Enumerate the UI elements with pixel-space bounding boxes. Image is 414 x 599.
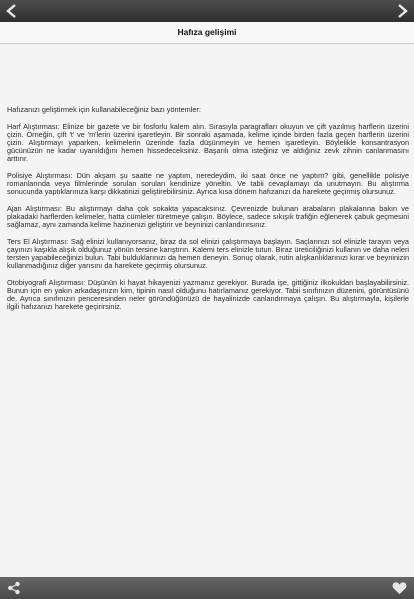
heart-icon[interactable] — [392, 581, 407, 595]
chevron-left-icon[interactable] — [4, 3, 20, 19]
page-title: Hafıza gelişimi — [0, 22, 414, 44]
top-navigation-bar — [0, 0, 414, 22]
article-paragraph: Hafızanızı geliştirmek için kullanabileceğiniz bazı yöntemler: — [7, 105, 201, 114]
share-icon[interactable] — [7, 581, 21, 595]
bottom-toolbar — [0, 577, 414, 599]
chevron-right-icon[interactable] — [394, 3, 410, 19]
article-paragraph: Ajan Alıştırması: Bu alıştırmayı daha çok sokakta yapacaksınız. Çevrenizde bulunan arabaların plakalarına bakın ve plakadaki harflerden kelimeler, hatta cümleler türetmeye çalışın. Böylece, sadece sıkışık trafiğin eğlenerek çabuk geçmesini sağlamaz, aynı zamanda kelime hazinenizi geliştirir ve beyninizi canlandırırsınız. — [7, 203, 409, 230]
article-body — [7, 106, 409, 320]
article-paragraph: Otobiyografi Alıştırması: Düşünün ki hayat hikayenizi yazmanız gerekiyor. Burada işe, gittiğiniz ilkokuldan başlayabilirsiniz. Bunun için en yakın arkadaşınızın kim, tipinin nasıl olduğunu hatırlamanız gerekiyor. Tabii sınıfınızın düzenini, görüntüsünü de. Ayrıca sınıfınızın penceresinden neler göründüğünüzü de hayalinizde canlandırmaya çalışın. Bu alıştırmayla, kişilerle ilgili hafızanızı harekete geçirirsiniz. — [7, 277, 409, 312]
article-paragraph: Polisiye Alıştırması: Dün akşam şu saatte ne yaptım, neredeydim, iki saat önce ne yaptım? gibi, genellikle polisiye romanlarında veya filmlerinde sorulan soruları kendinize yöneltin. Ve tabii cevaplamayı da unutmayın. Bu alıştırma sonucunda yaptıklarınıza karşı dikkatinizi geliştirebilirsiniz. Ayrıca kısa dönem hafızanızı da harekete geçirmiş olursunuz. — [7, 170, 409, 197]
article-paragraph: Ters El Alıştırması: Sağ elinizi kullanıyorsanız, biraz da sol elinizi çalıştırmaya başlayın. Saçlarınızı sol elinizle tarayın veya çayınızı kaşıkla alışık olduğunuz yönün tersine karıştırın. Kalemi ters elinizle tutun. Biraz üreticiliğinizi kullanın ve daha neleri tersten yapabileceğinizi bulun. Tabi bulduklarınızı da hemen deneyin. Sonuç olarak, rutin alışkanlıklarınızı kırar ve beyninizin kullanmadığınız diğer yarısını da harekete geçirmiş olursunuz. — [7, 236, 409, 271]
article-paragraph: Harf Alıştırması: Elinize bir gazete ve bir fosforlu kalem alın. Sırasıyla paragrafları okuyun ve çift yazılmış harflerin üzerini çizin. Örneğin, çift 't' ve 'm'lerin üzerini işaretleyin. Bir sonraki aşamada, kelime içinde birden fazla geçen harflerin üzerini çizin. Alıştırmayı yaparken, kelimelerin üzerinde fazla düşünmeyin ve hemen işaretleyin. Böylelikle konsantrasyon gücünüzün ne kadar uyanıldığını hemen hissedeceksiniz. Başarılı olma isteğiniz ve aldığınız zevk zihnin canlanmasını arttırır. — [7, 121, 409, 164]
